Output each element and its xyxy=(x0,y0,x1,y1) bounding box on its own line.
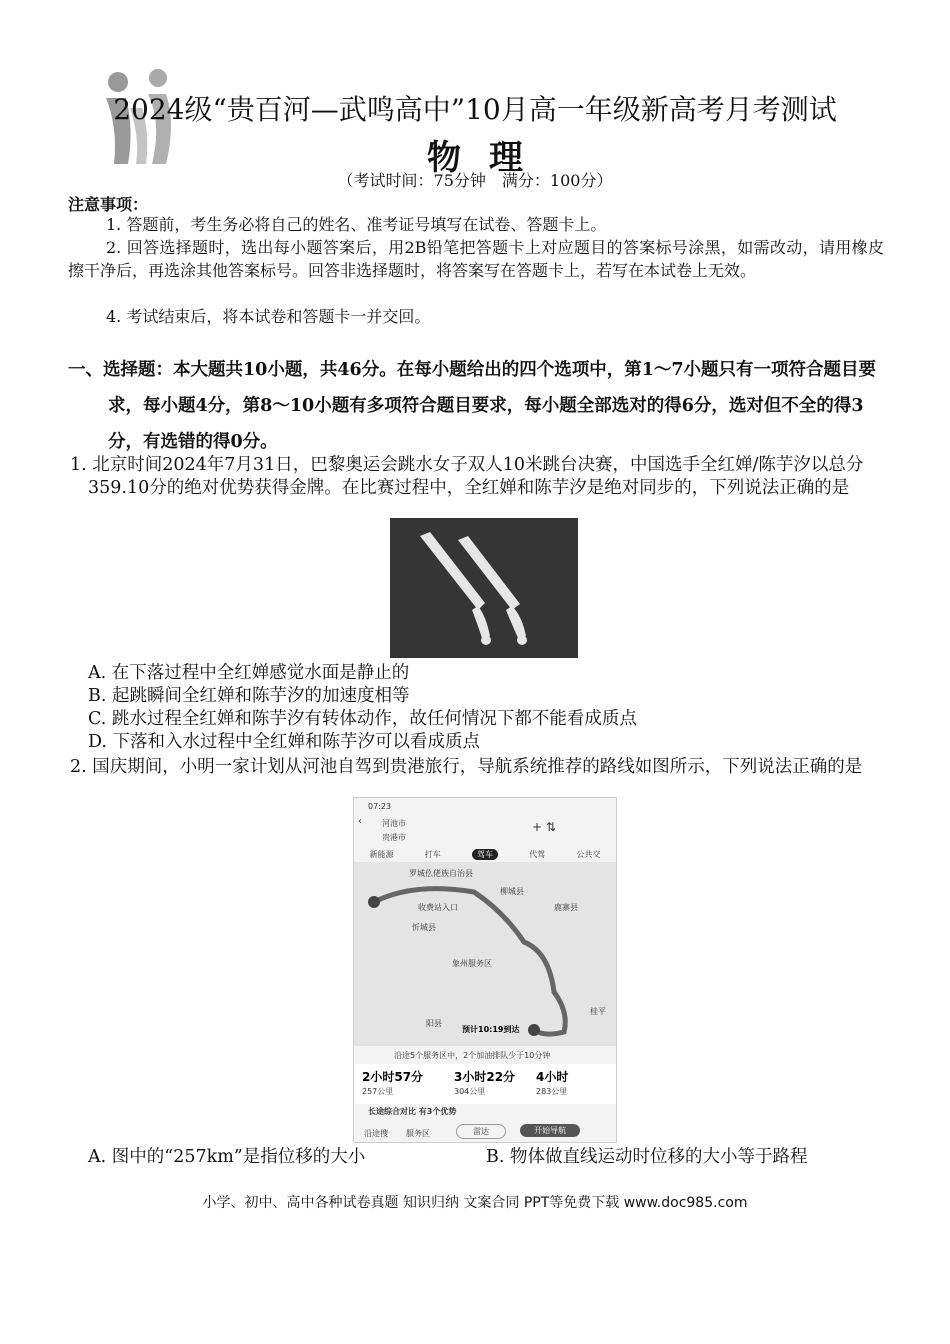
place-liucheng: 柳城县 xyxy=(500,887,524,896)
bottom-nav-service: 服务区 xyxy=(406,1129,430,1138)
place-luocheng: 罗城仫佬族自治县 xyxy=(409,869,473,878)
compare-text: 长途综合对比 有3个优势 xyxy=(368,1107,457,1116)
add-waypoint-icon: + ⇅ xyxy=(532,820,556,834)
question-1-option-a: A. 在下落过程中全红婵感觉水面是静止的 xyxy=(88,663,410,683)
notice-heading: 注意事项： xyxy=(68,195,149,214)
place-luzhai: 鹿寨县 xyxy=(554,903,578,912)
diving-photo xyxy=(390,518,578,658)
destination-field: 贵港市 xyxy=(382,833,406,842)
place-toll: 收费站入口 xyxy=(418,903,458,912)
question-2-option-b: B. 物体做直线运动时位移的大小等于路程 xyxy=(486,1147,808,1167)
status-time: 07:23 xyxy=(368,802,392,811)
question-1-option-c: C. 跳水过程全红婵和陈芋汐有转体动作，故任何情况下都不能看成质点 xyxy=(88,709,637,729)
section-heading: 一、选择题：本大题共10小题，共46分。在每小题给出的四个选项中，第1～7小题只有一项符合题目要求，每小题4分，第8～10小题有多项符合题目要求，每小题全部选对的得6分，选对但不全的得3分，有选错的得0分。 xyxy=(68,360,877,452)
question-2-stem: 2. 国庆期间，小明一家计划从河池自驾到贵港旅行，导航系统推荐的路线如图所示，下列说法正确的是 xyxy=(70,757,863,777)
notice-item-1: 1. 答题前，考生务必将自己的姓名、准考证号填写在试卷、答题卡上。 xyxy=(106,215,607,234)
arrival-time: 预计10:19到达 xyxy=(462,1025,520,1034)
navigation-map xyxy=(353,797,617,1143)
mode-tab-3: 代驾 xyxy=(529,849,546,859)
mode-tab-1: 打车 xyxy=(424,849,441,859)
question-1-option-b: B. 起跳瞬间全红婵和陈芋汐的加速度相等 xyxy=(88,686,410,706)
origin-field: 河池市 xyxy=(382,819,406,828)
subject-title: 物理 xyxy=(427,138,551,178)
start-nav-button: 开始导航 xyxy=(520,1124,580,1137)
mode-tab-4: 公共交 xyxy=(576,849,601,859)
route-1-time: 2小时57分 xyxy=(362,1070,424,1084)
place-guiping: 桂平 xyxy=(590,1007,606,1016)
notice-item-4: 4. 考试结束后，将本试卷和答题卡一并交回。 xyxy=(106,307,431,326)
service-tip: 沿途5个服务区中，2个加油排队少于10分钟 xyxy=(394,1051,551,1060)
mode-tab-2: 驾车 xyxy=(472,849,498,860)
place-yang: 阳县 xyxy=(426,1019,442,1028)
page-footer: 小学、初中、高中各种试卷真题 知识归纳 文案合同 PPT等免费下载 www.doc985.com xyxy=(202,1195,748,1211)
route-1-distance: 257公里 xyxy=(362,1087,394,1096)
mode-tab-0: 新能源 xyxy=(369,849,394,859)
place-service: 象州服务区 xyxy=(452,959,492,968)
route-3-distance: 283公里 xyxy=(536,1087,568,1096)
route-2-time: 3小时22分 xyxy=(454,1070,516,1084)
question-1-option-d: D. 下落和入水过程中全红婵和陈芋汐可以看成质点 xyxy=(88,732,481,752)
bottom-nav-search: 沿途搜 xyxy=(364,1129,388,1138)
question-2-option-a: A. 图中的“257km”是指位移的大小 xyxy=(88,1147,366,1167)
back-icon: ‹ xyxy=(358,816,362,827)
notice-item-2: 2. 回答选择题时，选出每小题答案后，用2B铅笔把答题卡上对应题目的答案标号涂黑，如需改动，请用橡皮擦干净后，再选涂其他答案标号。回答非选择题时，将答案写在答题卡上，若写在本试卷上无效。 xyxy=(68,238,884,280)
route-map xyxy=(354,862,616,1046)
question-1-stem: 1. 北京时间2024年7月31日，巴黎奥运会跳水女子双人10米跳台决赛，中国选手全红婵/陈芋汐以总分359.10分的绝对优势获得金牌。在比赛过程中，全红婵和陈芋汐是绝对同步的，下列说法正确的是 xyxy=(70,455,864,498)
place-place-3: 忻城县 xyxy=(412,923,436,932)
route-2-distance: 304公里 xyxy=(454,1087,486,1096)
exam-title: 2024级“贵百河—武鸣高中”10月高一年级新高考月考测试 xyxy=(113,93,837,126)
route-3-time: 4小时 xyxy=(536,1070,569,1084)
exam-meta: （考试时间：75分钟 满分：100分） xyxy=(337,171,613,190)
radar-button: 雷达 xyxy=(456,1124,506,1139)
